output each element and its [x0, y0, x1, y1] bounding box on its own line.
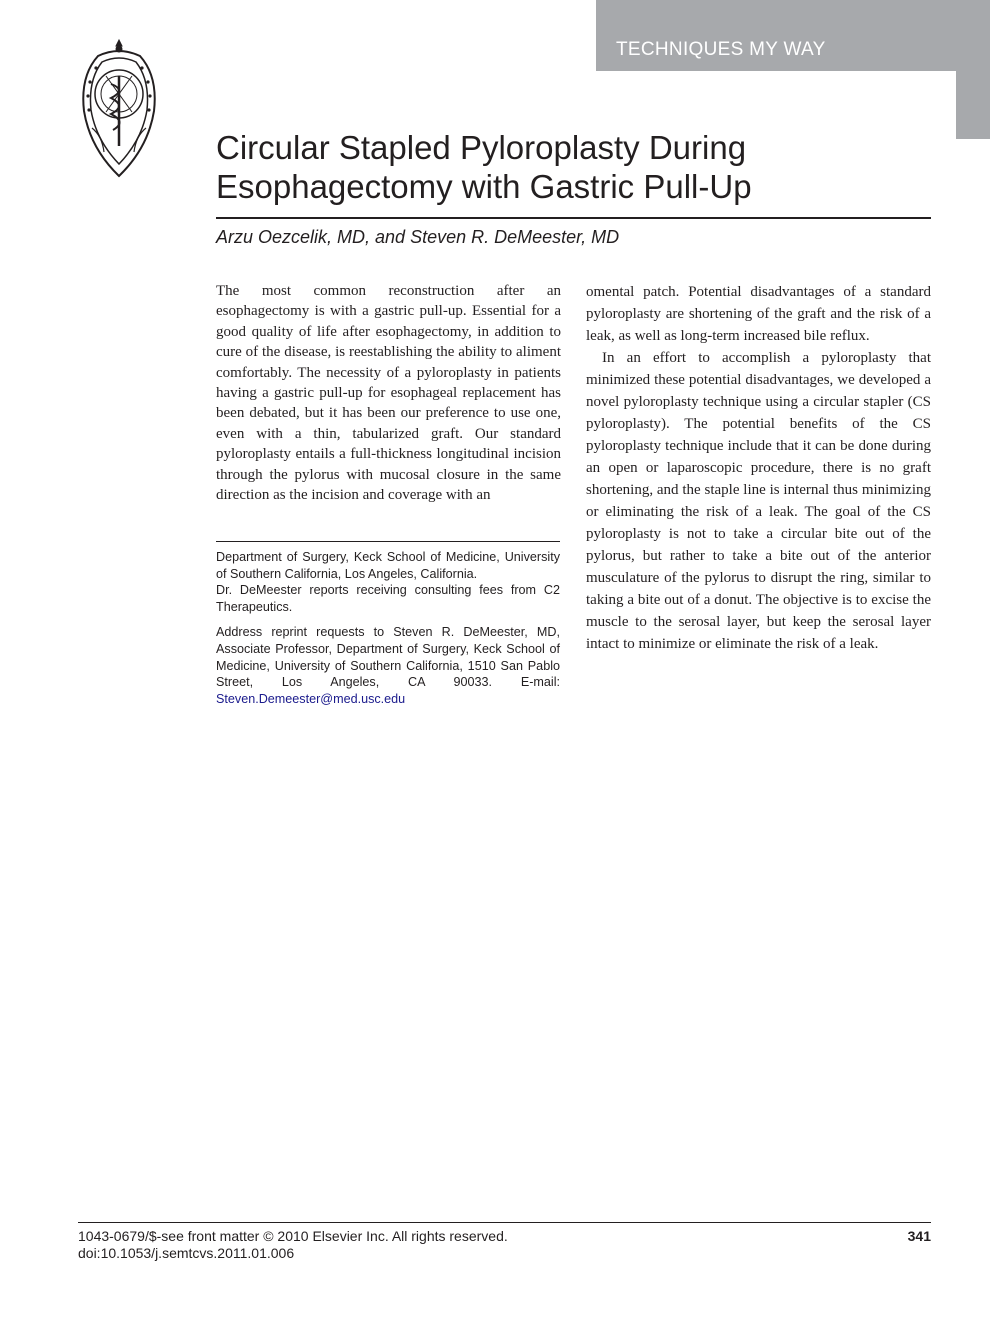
footnote-divider [216, 541, 560, 542]
body-column-right [586, 281, 931, 655]
title-line-2: Esophagectomy with Gastric Pull-Up [216, 168, 752, 205]
doi-line: doi:10.1053/j.semtcvs.2011.01.006 [78, 1245, 295, 1261]
body-paragraph: In an effort to accomplish a pyloroplasty that minimized these potential disadvantages, we developed a novel pyloroplasty technique using a circular stapler (CS pyloroplasty). The potential benefits of the CS pyloroplasty technique include that it can be done during an open or laparoscopic procedure, there is no graft shortening, and the staple line is internal thus minimizing or eliminating the risk of a leak. The goal of the CS pyloroplasty is not to take a circular bite out of the pylorus, but rather to take a bite out of the anterior musculature of the pylorus to disrupt the ring, similar to taking a bite out of a donut. The objective is to excise the muscle to the serosal layer, but keep the serosal layer intact to minimize or eliminate the risk of a leak. [586, 350, 931, 652]
email-link[interactable]: Steven.Demeester@med.usc.edu [216, 691, 406, 706]
title-divider [216, 217, 931, 219]
reprint-address [216, 624, 560, 707]
society-crest-emblem-icon [78, 36, 160, 180]
body-paragraph: The most common reconstruction after an esophagectomy is with a gastric pull-up. Essential for a good quality of life after esophagectomy, in addition to cure of the disease, is reestablishing the ability to aliment comfortably. The necessity of a pyloroplasty in patients having a gastric pull-up for esophageal replacement has been debated, but it has been our preference to use one, even with a thin, tabularized graft. Our standard pyloroplasty entails a full-thickness longitudinal incision through the pylorus with mucosal closure in the same direction as the incision and coverage with an [216, 283, 561, 504]
affiliation-note: Department of Surgery, Keck School of Medicine, University of Southern California, Los Angeles, California. [216, 550, 560, 581]
section-tab [596, 0, 990, 71]
footer-info [78, 1228, 508, 1262]
disclosure-note: Dr. DeMeester reports receiving consulting fees from C2 Therapeutics. [216, 583, 560, 614]
page-number: 341 [907, 1228, 931, 1244]
section-strip [956, 71, 990, 139]
footnotes [216, 549, 560, 707]
author-list: Arzu Oezcelik, MD, and Steven R. DeMeester, MD [216, 227, 620, 247]
title-line-1: Circular Stapled Pyloroplasty During [216, 129, 747, 166]
section-label: TECHNIQUES MY WAY [616, 39, 826, 60]
footer-divider [78, 1222, 931, 1223]
issn-line: 1043-0679/$-see front matter © 2010 Elsevier Inc. All rights reserved. [78, 1228, 508, 1244]
article-title [216, 128, 916, 206]
body-paragraph: omental patch. Potential disadvantages of a standard pyloroplasty are shortening of the graft and the risk of a leak, as well as long-term increased bile reflux. [586, 284, 931, 344]
body-column-left [216, 281, 561, 505]
address-text: Address reprint requests to Steven R. DeMeester, MD, Associate Professor, Department of Surgery, Keck School of Medicine, University of Southern California, 1510 San Pablo Street, Los Angeles, CA 90033. E-mail: [216, 625, 560, 690]
